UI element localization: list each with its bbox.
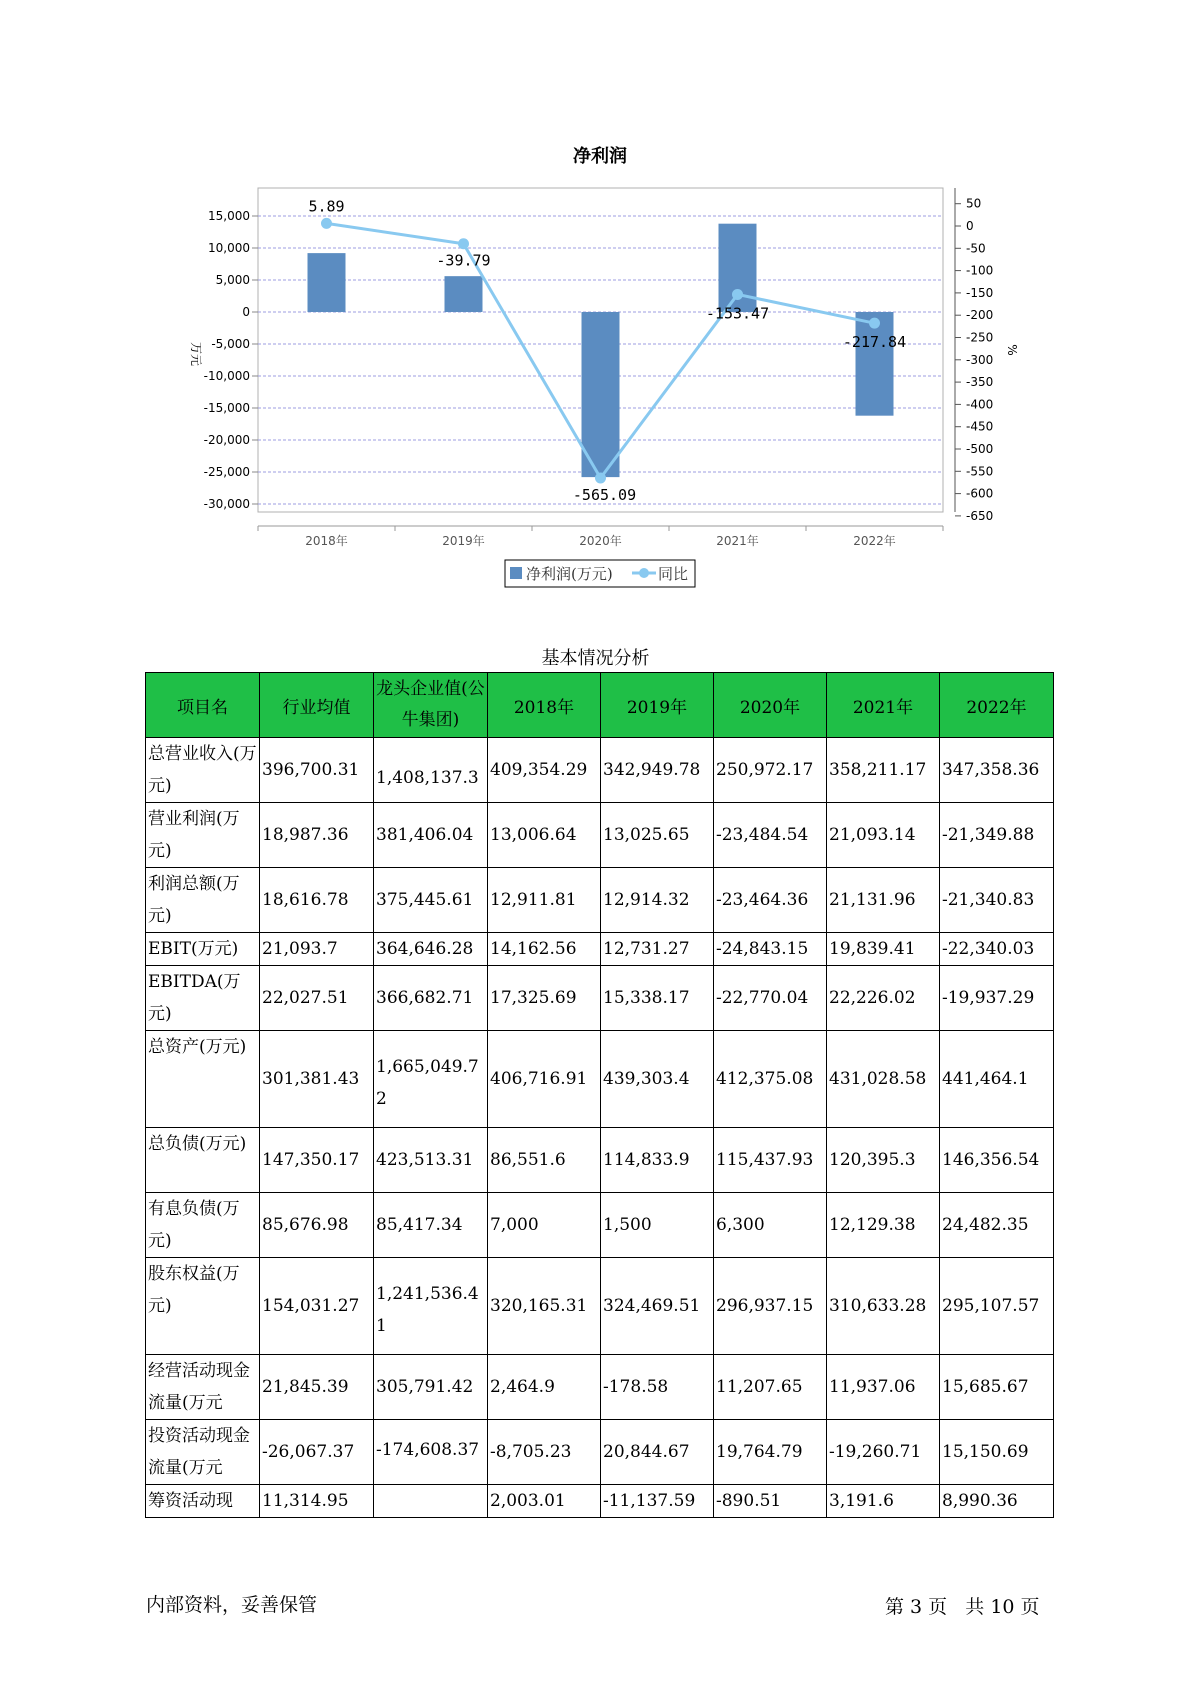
yoy-point bbox=[321, 218, 332, 229]
row-value-cell: 21,093.14 bbox=[827, 803, 940, 868]
row-value-cell: 423,513.31 bbox=[374, 1128, 488, 1193]
header-leader: 龙头企业值(公牛集团) bbox=[374, 673, 488, 738]
legend-line-marker bbox=[639, 568, 649, 578]
yoy-point bbox=[458, 238, 469, 249]
row-item-name: 筹资活动现 bbox=[146, 1485, 260, 1518]
x-tick-label: 2022年 bbox=[853, 534, 896, 548]
table-row bbox=[146, 1031, 1054, 1128]
x-tick-label: 2019年 bbox=[442, 534, 485, 548]
row-value-cell: 120,395.3 bbox=[827, 1128, 940, 1193]
yoy-data-label: -217.84 bbox=[842, 333, 907, 352]
table-caption: 基本情况分析 bbox=[541, 648, 650, 669]
row-value-cell: 250,972.17 bbox=[714, 738, 827, 803]
y-tick-label: -10,000 bbox=[203, 369, 250, 383]
net-profit-chart bbox=[0, 0, 1191, 600]
row-value-cell: -22,770.04 bbox=[714, 966, 827, 1031]
row-value-cell: 2,003.01 bbox=[488, 1485, 601, 1518]
row-value-cell: 381,406.04 bbox=[374, 803, 488, 868]
bar-2019年 bbox=[445, 276, 483, 312]
row-value-cell: -19,260.71 bbox=[827, 1420, 940, 1485]
row-item-name: EBITDA(万元) bbox=[146, 966, 260, 1031]
row-value-cell: 21,845.39 bbox=[260, 1355, 374, 1420]
row-value-cell: 22,226.02 bbox=[827, 966, 940, 1031]
y-tick-label: 10,000 bbox=[208, 241, 250, 255]
row-value-cell: -174,608.37 bbox=[374, 1420, 488, 1485]
row-value-cell: 3,191.6 bbox=[827, 1485, 940, 1518]
row-value-cell: 15,685.67 bbox=[940, 1355, 1054, 1420]
row-item-name: 营业利润(万元) bbox=[146, 803, 260, 868]
row-value-cell: 305,791.42 bbox=[374, 1355, 488, 1420]
row-value-cell: 12,129.38 bbox=[827, 1193, 940, 1258]
yoy-data-label: -153.47 bbox=[705, 304, 770, 323]
y-right-tick-label: 50 bbox=[966, 196, 982, 211]
row-item-name: 有息负债(万元) bbox=[146, 1193, 260, 1258]
row-value-cell: 147,350.17 bbox=[260, 1128, 374, 1193]
table-row bbox=[146, 1128, 1054, 1193]
row-value-cell: 342,949.78 bbox=[601, 738, 714, 803]
y-tick-label: -20,000 bbox=[203, 433, 250, 447]
row-value-cell: -23,464.36 bbox=[714, 868, 827, 933]
row-value-cell: 146,356.54 bbox=[940, 1128, 1054, 1193]
row-value-cell: -890.51 bbox=[714, 1485, 827, 1518]
row-value-cell: 12,914.32 bbox=[601, 868, 714, 933]
header-2021: 2021年 bbox=[827, 673, 940, 738]
header-2018: 2018年 bbox=[488, 673, 601, 738]
row-item-name: 利润总额(万元) bbox=[146, 868, 260, 933]
row-value-cell: -8,705.23 bbox=[488, 1420, 601, 1485]
row-value-cell: 1,500 bbox=[601, 1193, 714, 1258]
row-value-cell: 406,716.91 bbox=[488, 1031, 601, 1128]
row-value-cell: 85,676.98 bbox=[260, 1193, 374, 1258]
row-value-cell: 7,000 bbox=[488, 1193, 601, 1258]
table-row bbox=[146, 1355, 1054, 1420]
row-value-cell: 375,445.61 bbox=[374, 868, 488, 933]
table-row bbox=[146, 803, 1054, 868]
header-2020: 2020年 bbox=[714, 673, 827, 738]
legend-bar-swatch bbox=[510, 567, 522, 579]
row-value-cell: 1,665,049.72 bbox=[374, 1031, 488, 1128]
row-value-cell: 13,006.64 bbox=[488, 803, 601, 868]
row-value-cell: 24,482.35 bbox=[940, 1193, 1054, 1258]
y-right-tick-label: -250 bbox=[966, 330, 994, 345]
y-tick-label: 15,000 bbox=[208, 209, 250, 223]
row-value-cell: 364,646.28 bbox=[374, 933, 488, 966]
row-item-name: 总资产(万元) bbox=[146, 1031, 260, 1128]
y-right-tick-label: -150 bbox=[966, 285, 994, 300]
y-tick-label: -30,000 bbox=[203, 497, 250, 511]
yoy-point bbox=[732, 289, 743, 300]
row-item-name: EBIT(万元) bbox=[146, 933, 260, 966]
y-axis-label-left: 万元 bbox=[189, 341, 203, 367]
row-value-cell: 2,464.9 bbox=[488, 1355, 601, 1420]
row-value-cell: 22,027.51 bbox=[260, 966, 374, 1031]
row-value-cell: 295,107.57 bbox=[940, 1258, 1054, 1355]
row-value-cell: -19,937.29 bbox=[940, 966, 1054, 1031]
table-row bbox=[146, 1258, 1054, 1355]
yoy-data-label: -39.79 bbox=[436, 251, 491, 270]
row-value-cell: 18,616.78 bbox=[260, 868, 374, 933]
row-value-cell: -24,843.15 bbox=[714, 933, 827, 966]
table-row bbox=[146, 933, 1054, 966]
row-value-cell: 8,990.36 bbox=[940, 1485, 1054, 1518]
row-value-cell: 21,093.7 bbox=[260, 933, 374, 966]
y-tick-label: -15,000 bbox=[203, 401, 250, 415]
row-value-cell: 19,839.41 bbox=[827, 933, 940, 966]
table-row bbox=[146, 1420, 1054, 1485]
table-row bbox=[146, 966, 1054, 1031]
row-value-cell: 358,211.17 bbox=[827, 738, 940, 803]
row-value-cell: -23,484.54 bbox=[714, 803, 827, 868]
y-right-tick-label: -50 bbox=[966, 241, 986, 256]
table-row bbox=[146, 738, 1054, 803]
y-right-tick-label: -200 bbox=[966, 308, 994, 323]
row-value-cell: -21,340.83 bbox=[940, 868, 1054, 933]
row-value-cell: 18,987.36 bbox=[260, 803, 374, 868]
row-value-cell: 85,417.34 bbox=[374, 1193, 488, 1258]
row-value-cell: 409,354.29 bbox=[488, 738, 601, 803]
row-value-cell: 15,150.69 bbox=[940, 1420, 1054, 1485]
x-tick-label: 2021年 bbox=[716, 534, 759, 548]
header-industry-avg: 行业均值 bbox=[260, 673, 374, 738]
row-value-cell: 439,303.4 bbox=[601, 1031, 714, 1128]
row-value-cell: 11,937.06 bbox=[827, 1355, 940, 1420]
row-value-cell: 412,375.08 bbox=[714, 1031, 827, 1128]
table-row bbox=[146, 1485, 1054, 1518]
y-right-tick-label: -300 bbox=[966, 352, 994, 367]
row-value-cell: 441,464.1 bbox=[940, 1031, 1054, 1128]
y-right-tick-label: -600 bbox=[966, 486, 994, 501]
row-value-cell: 301,381.43 bbox=[260, 1031, 374, 1128]
y-axis-label-right: % bbox=[1005, 344, 1019, 356]
row-item-name: 投资活动现金流量(万元 bbox=[146, 1420, 260, 1485]
row-item-name: 股东权益(万元) bbox=[146, 1258, 260, 1355]
footer-page-number: 第 3 页 共 10 页 bbox=[885, 1596, 1040, 1618]
row-value-cell: 13,025.65 bbox=[601, 803, 714, 868]
row-value-cell: -178.58 bbox=[601, 1355, 714, 1420]
y-tick-label: -5,000 bbox=[211, 337, 250, 351]
row-value-cell: 86,551.6 bbox=[488, 1128, 601, 1193]
y-tick-label: 5,000 bbox=[215, 273, 250, 287]
header-2019: 2019年 bbox=[601, 673, 714, 738]
row-value-cell: 115,437.93 bbox=[714, 1128, 827, 1193]
row-item-name: 经营活动现金流量(万元 bbox=[146, 1355, 260, 1420]
x-axis-ticks bbox=[258, 526, 943, 548]
row-value-cell: 12,731.27 bbox=[601, 933, 714, 966]
row-value-cell: 431,028.58 bbox=[827, 1031, 940, 1128]
header-2022: 2022年 bbox=[940, 673, 1054, 738]
row-value-cell: -26,067.37 bbox=[260, 1420, 374, 1485]
row-value-cell: 1,241,536.41 bbox=[374, 1258, 488, 1355]
yoy-data-label: -565.09 bbox=[572, 486, 637, 505]
row-value-cell: 14,162.56 bbox=[488, 933, 601, 966]
y-right-tick-label: -650 bbox=[966, 508, 994, 523]
row-value-cell: 396,700.31 bbox=[260, 738, 374, 803]
row-value-cell: 6,300 bbox=[714, 1193, 827, 1258]
yoy-point bbox=[869, 318, 880, 329]
footer-confidential: 内部资料，妥善保管 bbox=[146, 1594, 318, 1616]
row-value-cell: 324,469.51 bbox=[601, 1258, 714, 1355]
table-row bbox=[146, 868, 1054, 933]
row-value-cell: 296,937.15 bbox=[714, 1258, 827, 1355]
y-right-tick-label: -100 bbox=[966, 263, 994, 278]
row-value-cell: 154,031.27 bbox=[260, 1258, 374, 1355]
left-axis-ticks bbox=[204, 209, 258, 511]
y-right-tick-label: -400 bbox=[966, 397, 994, 412]
y-right-tick-label: -500 bbox=[966, 442, 994, 456]
right-axis-ticks bbox=[955, 197, 993, 523]
row-value-cell: 310,633.28 bbox=[827, 1258, 940, 1355]
yoy-point bbox=[595, 473, 606, 484]
basic-analysis-table bbox=[145, 672, 1054, 1518]
row-item-name: 总负债(万元) bbox=[146, 1128, 260, 1193]
row-value-cell: -21,349.88 bbox=[940, 803, 1054, 868]
y-right-tick-label: -450 bbox=[966, 419, 994, 434]
header-item: 项目名 bbox=[146, 673, 260, 738]
row-value-cell: 347,358.36 bbox=[940, 738, 1054, 803]
row-value-cell: 1,408,137.3 bbox=[374, 738, 488, 803]
y-tick-label: -25,000 bbox=[203, 465, 250, 479]
row-item-name: 总营业收入(万元) bbox=[146, 738, 260, 803]
y-right-tick-label: 0 bbox=[966, 219, 974, 233]
legend-line-label: 同比 bbox=[658, 565, 689, 583]
legend-bar-label: 净利润(万元) bbox=[526, 565, 613, 583]
row-value-cell: 114,833.9 bbox=[601, 1128, 714, 1193]
yoy-data-label: 5.89 bbox=[308, 197, 345, 216]
x-tick-label: 2018年 bbox=[305, 534, 348, 548]
row-value-cell: 19,764.79 bbox=[714, 1420, 827, 1485]
legend[interactable] bbox=[505, 560, 695, 587]
row-value-cell: 21,131.96 bbox=[827, 868, 940, 933]
row-value-cell: 15,338.17 bbox=[601, 966, 714, 1031]
y-tick-label: 0 bbox=[242, 305, 250, 319]
row-value-cell: 366,682.71 bbox=[374, 966, 488, 1031]
table-header-row bbox=[146, 673, 1054, 738]
row-value-cell: -22,340.03 bbox=[940, 933, 1054, 966]
y-right-tick-label: -350 bbox=[966, 375, 994, 390]
row-value-cell: 17,325.69 bbox=[488, 966, 601, 1031]
row-value-cell: 11,207.65 bbox=[714, 1355, 827, 1420]
row-value-cell: 11,314.95 bbox=[260, 1485, 374, 1518]
bar-series bbox=[308, 224, 894, 477]
table-row bbox=[146, 1193, 1054, 1258]
row-value-cell: 320,165.31 bbox=[488, 1258, 601, 1355]
chart-title: 净利润 bbox=[573, 146, 627, 167]
row-value-cell: 20,844.67 bbox=[601, 1420, 714, 1485]
x-tick-label: 2020年 bbox=[579, 534, 622, 548]
row-value-cell: 12,911.81 bbox=[488, 868, 601, 933]
bar-2018年 bbox=[308, 253, 346, 312]
row-value-cell: -11,137.59 bbox=[601, 1485, 714, 1518]
row-value-cell bbox=[374, 1485, 488, 1518]
y-right-tick-label: -550 bbox=[966, 464, 994, 479]
